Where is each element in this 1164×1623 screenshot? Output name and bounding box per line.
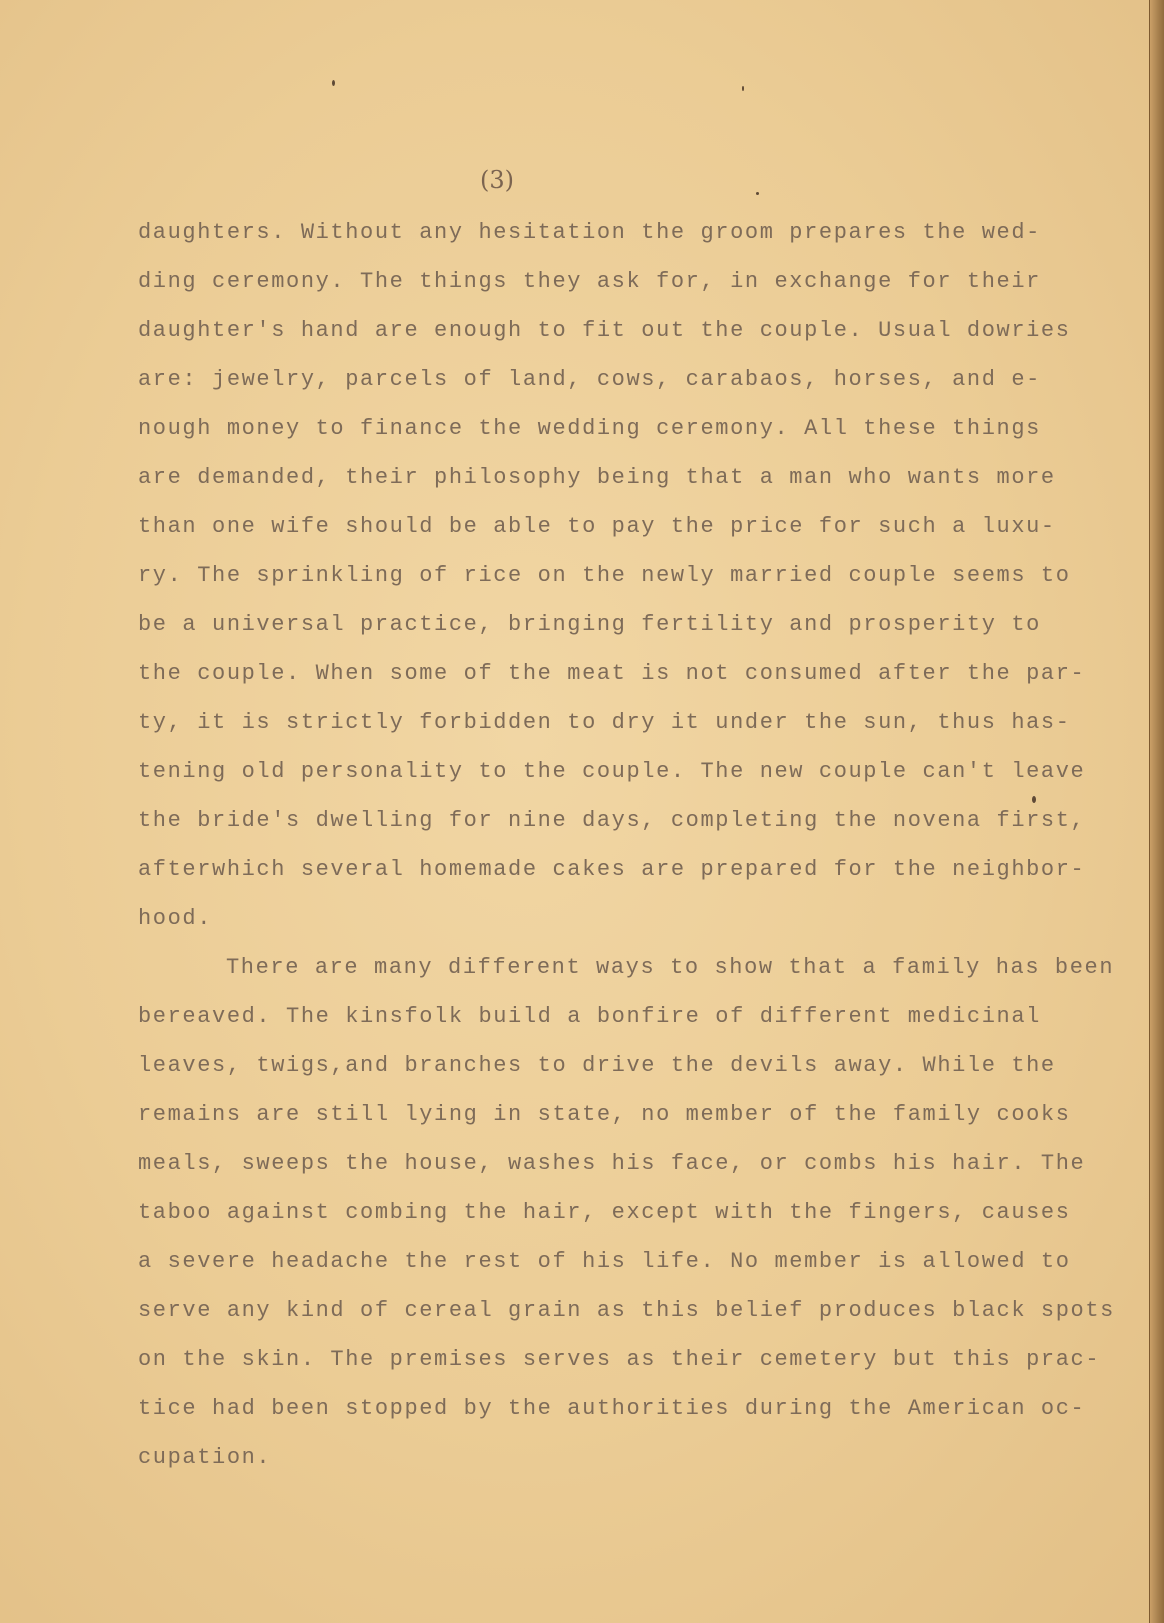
text-line: leaves, twigs,and branches to drive the devils away. While the	[138, 1053, 1056, 1078]
text-line: ding ceremony. The things they ask for, in exchange for their	[138, 269, 1041, 294]
text-line: are demanded, their philosophy being that a man who wants more	[138, 465, 1056, 490]
text-line: on the skin. The premises serves as their cemetery but this prac-	[138, 1347, 1101, 1372]
text-line: nough money to finance the wedding ceremony. All these things	[138, 416, 1041, 441]
ink-speck	[332, 80, 335, 86]
text-line: daughters. Without any hesitation the groom prepares the wed-	[138, 220, 1041, 245]
page-number: (3)	[480, 166, 514, 194]
text-line: hood.	[138, 906, 213, 931]
text-line: the bride's dwelling for nine days, completing the novena first,	[138, 808, 1086, 833]
text-line: bereaved. The kinsfolk build a bonfire of different medicinal	[138, 1004, 1041, 1029]
text-line: ty, it is strictly forbidden to dry it under the sun, thus has-	[138, 710, 1071, 735]
text-line: a severe headache the rest of his life. No member is allowed to	[138, 1249, 1071, 1274]
ink-speck	[756, 192, 759, 195]
text-line: serve any kind of cereal grain as this belief produces black spots	[138, 1298, 1115, 1323]
text-line: meals, sweeps the house, washes his face, or combs his hair. The	[138, 1151, 1086, 1176]
binding-edge	[1149, 0, 1164, 1623]
text-line: the couple. When some of the meat is not consumed after the par-	[138, 661, 1086, 686]
text-line: taboo against combing the hair, except with the fingers, causes	[138, 1200, 1071, 1225]
ink-speck	[742, 86, 744, 91]
text-line: cupation.	[138, 1445, 272, 1470]
text-line: daughter's hand are enough to fit out the couple. Usual dowries	[138, 318, 1071, 343]
text-line: ry. The sprinkling of rice on the newly married couple seems to	[138, 563, 1071, 588]
text-line: tice had been stopped by the authorities during the American oc-	[138, 1396, 1086, 1421]
text-line: are: jewelry, parcels of land, cows, carabaos, horses, and e-	[138, 367, 1041, 392]
text-line: than one wife should be able to pay the price for such a luxu-	[138, 514, 1056, 539]
text-line: remains are still lying in state, no member of the family cooks	[138, 1102, 1071, 1127]
body-text	[138, 208, 1115, 1482]
text-line: tening old personality to the couple. The new couple can't leave	[138, 759, 1086, 784]
paragraph-start-line: There are many different ways to show that a family has been	[226, 955, 1115, 980]
text-line: afterwhich several homemade cakes are prepared for the neighbor-	[138, 857, 1086, 882]
text-line: be a universal practice, bringing fertility and prosperity to	[138, 612, 1041, 637]
